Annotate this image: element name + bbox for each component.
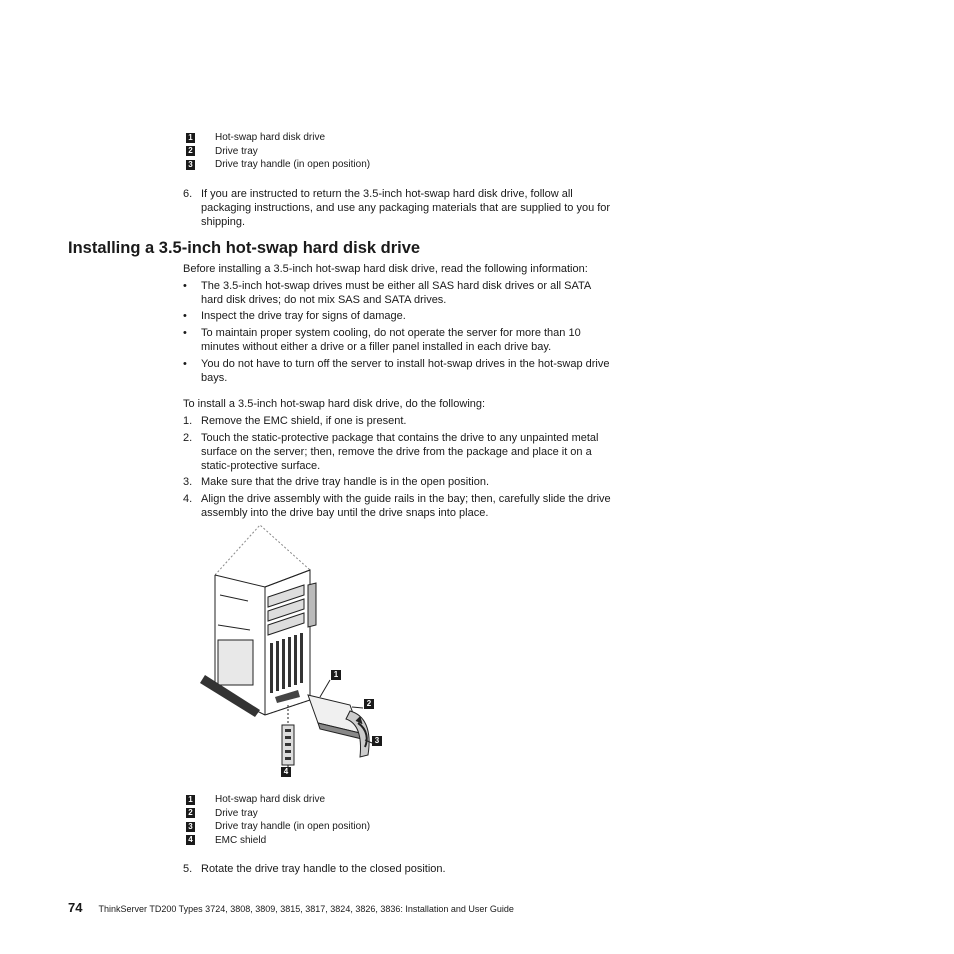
figure-callout: 1 [331, 670, 341, 680]
legend-label: Drive tray [215, 807, 258, 819]
bullet-mark: • [183, 280, 187, 292]
steps-lead: To install a 3.5-inch hot-swap hard disk drive, do the following: [183, 398, 486, 410]
bullet-item [183, 309, 613, 323]
legend-row [186, 807, 370, 821]
section-intro: Before installing a 3.5-inch hot-swap hard disk drive, read the following information: [183, 263, 588, 275]
bullet-text: You do not have to turn off the server to install hot-swap drives in the hot-swap drive bays. [201, 358, 610, 384]
step-number: 5. [183, 863, 193, 875]
page-number: 74 [68, 900, 83, 915]
bullet-text: The 3.5-inch hot-swap drives must be either all SAS hard disk drives or all SATA hard disk drives; do not mix SAS and SATA drives. [201, 280, 591, 306]
legend-row [186, 834, 370, 848]
step-text: Touch the static-protective package that contains the drive to any unpainted metal surface on the server; then, remove the drive from the package and place it on a static-protective surface. [201, 432, 599, 472]
legend-label: EMC shield [215, 834, 267, 846]
page-footer [68, 900, 514, 915]
step-number: 2. [183, 432, 193, 444]
legend-label: Drive tray handle (in open position) [215, 159, 371, 171]
step-5 [183, 862, 613, 876]
drive-installation-illustration [200, 525, 400, 785]
step-text: Make sure that the drive tray handle is in the open position. [201, 476, 490, 488]
section-title: Installing a 3.5-inch hot-swap hard disk drive [68, 239, 421, 257]
callout-badge: 3 [186, 160, 195, 170]
step-6 [183, 187, 613, 229]
step-item [183, 475, 613, 489]
bullet-mark: • [183, 358, 187, 370]
bullet-text: To maintain proper system cooling, do not operate the server for more than 10 minutes without either a drive or a filler panel installed in each drive bay. [201, 327, 581, 353]
legend-label: Drive tray [215, 145, 258, 157]
bullet-item [183, 326, 613, 354]
bullet-mark: • [183, 327, 187, 339]
legend-label: Hot-swap hard disk drive [215, 132, 326, 144]
legend-row [186, 145, 370, 159]
callout-badge: 1 [186, 133, 195, 143]
footer-title: ThinkServer TD200 Types 3724, 3808, 3809, 3815, 3817, 3824, 3826, 3836: Installation and User Guide [98, 904, 514, 914]
figure-callout: 3 [372, 736, 382, 746]
step-number: 4. [183, 493, 193, 505]
step-number: 1. [183, 415, 193, 427]
legend-row [186, 158, 370, 172]
legend-row [186, 820, 370, 834]
figure-callout: 4 [281, 767, 291, 777]
legend-label: Drive tray handle (in open position) [215, 821, 371, 833]
legend-label: Hot-swap hard disk drive [215, 794, 326, 806]
step-text: If you are instructed to return the 3.5-inch hot-swap hard disk drive, follow all packaging instructions, and use any packaging materials that are supplied to you for shipping. [201, 188, 611, 228]
step-item [183, 492, 613, 520]
legend-row [186, 793, 370, 807]
server-drawing-icon [200, 525, 400, 785]
bullet-text: Inspect the drive tray for signs of damage. [201, 310, 406, 322]
legend-top [186, 131, 370, 172]
bullet-item [183, 357, 613, 385]
step-text: Align the drive assembly with the guide rails in the bay; then, carefully slide the drive assembly into the drive bay until the drive snaps into place. [201, 493, 611, 519]
callout-badge: 3 [186, 822, 195, 832]
bullet-item [183, 279, 613, 307]
step-text: Rotate the drive tray handle to the closed position. [201, 863, 446, 875]
step-number: 3. [183, 476, 193, 488]
step-number: 6. [183, 188, 193, 200]
step-text: Remove the EMC shield, if one is present. [201, 415, 407, 427]
step-item [183, 431, 613, 473]
callout-badge: 2 [186, 808, 195, 818]
step-item [183, 414, 613, 428]
figure-callout: 2 [364, 699, 374, 709]
callout-badge: 2 [186, 146, 195, 156]
legend-row [186, 131, 370, 145]
callout-badge: 1 [186, 795, 195, 805]
legend-bottom [186, 793, 370, 847]
callout-badge: 4 [186, 835, 195, 845]
bullet-mark: • [183, 310, 187, 322]
